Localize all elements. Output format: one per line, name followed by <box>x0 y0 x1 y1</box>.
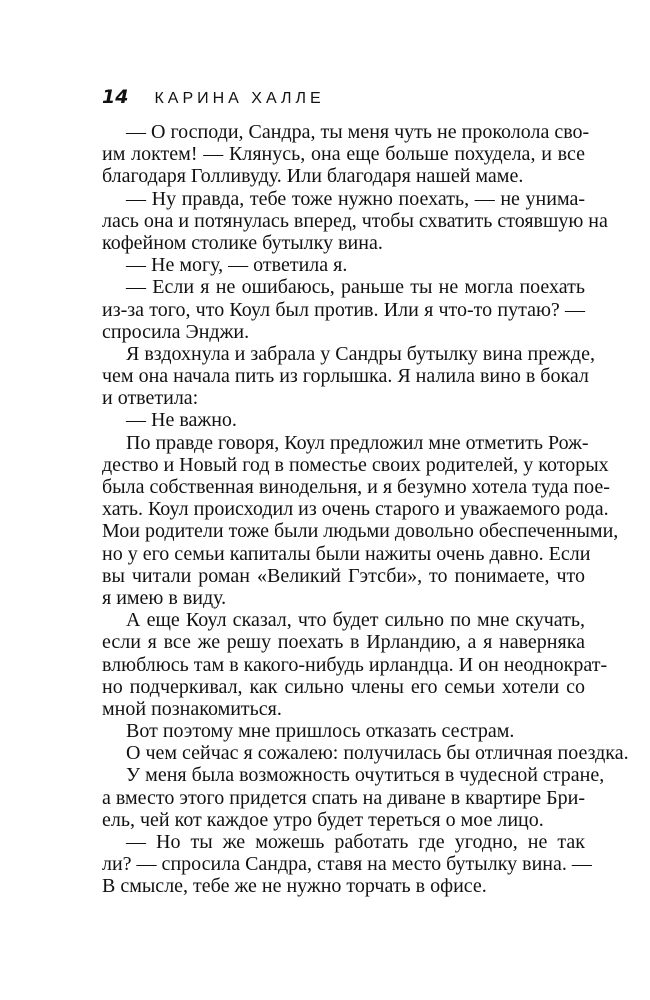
text-line: но у его семьи капиталы были нажиты очень давно. Если <box>102 542 591 565</box>
text-line: ель, чей кот каждое утро будет тереться о мое лицо. <box>102 808 544 831</box>
text-line: — Ну правда, тебе тоже нужно поехать, — не унима- <box>126 187 585 210</box>
text-line: — Не могу, — ответила я. <box>126 254 348 277</box>
text-line: хать. Коул происходил из очень старого и уважаемого рода. <box>102 498 609 521</box>
text-line: благодаря Голливуду. Или благодаря нашей маме. <box>102 165 524 188</box>
text-line: спросила Энджи. <box>102 320 250 343</box>
text-line: им локтем! — Клянусь, она еще больше похудела, и все <box>102 143 585 166</box>
text-line: — Если я не ошибаюсь, раньше ты не могла поехать <box>126 276 585 299</box>
text-line: В смысле, тебе же не нужно торчать в офисе. <box>102 875 487 898</box>
text-line: дество и Новый год в поместье своих родителей, у которых <box>102 453 609 476</box>
text-line: была собственная винодельня, и я безумно хотела туда пое- <box>102 476 610 498</box>
text-line: но подчеркивал, как сильно члены его семьи хотели со <box>102 675 585 698</box>
text-line: По правде говоря, Коул предложил мне отметить Рож- <box>126 431 589 454</box>
page-number: 14 <box>102 86 129 108</box>
text-line: кофейном столике бутылку вина. <box>102 231 383 254</box>
text-line: вы читали роман «Великий Гэтсби», то понимаете, что <box>102 564 585 587</box>
text-line: лась она и потянулась вперед, чтобы схватить стоявшую на <box>102 209 608 232</box>
text-line: Вот поэтому мне пришлось отказать сестрам. <box>126 720 515 743</box>
text-line: О чем сейчас я сожалею: получилась бы отличная поездка. <box>126 742 629 765</box>
text-line: а вместо этого придется спать на диване в квартире Бри- <box>102 786 585 809</box>
text-line: У меня была возможность очутиться в чудесной стране, <box>126 764 605 787</box>
text-line: если я все же решу поехать в Ирландию, а я наверняка <box>102 631 585 654</box>
body-text <box>102 121 629 898</box>
text-line: А еще Коул сказал, что будет сильно по мне скучать, <box>126 609 585 632</box>
text-line: Мои родители тоже были людьми довольно обеспеченными, <box>102 520 619 543</box>
text-line: чем она начала пить из горлышка. Я налила вино в бокал <box>102 365 589 388</box>
author-name: КАРИНА ХАЛЛЕ <box>154 90 325 107</box>
text-line: — Не важно. <box>126 409 237 432</box>
text-line: влюблюсь там в какого-нибудь ирландца. И он неоднократ- <box>102 653 608 676</box>
text-line: Я вздохнула и забрала у Сандры бутылку вина прежде, <box>126 342 595 365</box>
running-head <box>102 86 325 110</box>
text-line: ли? — спросила Сандра, ставя на место бутылку вина. — <box>102 853 592 876</box>
text-line: — Но ты же можешь работать где угодно, не так <box>126 831 585 853</box>
text-line: из-за того, что Коул был против. Или я что-то путаю? — <box>102 298 585 321</box>
text-line: я имею в виду. <box>102 586 227 609</box>
text-line: мной познакомиться. <box>102 697 282 720</box>
text-line: и ответила: <box>102 387 199 410</box>
text-line: — О господи, Сандра, ты меня чуть не проколола сво- <box>126 121 590 143</box>
